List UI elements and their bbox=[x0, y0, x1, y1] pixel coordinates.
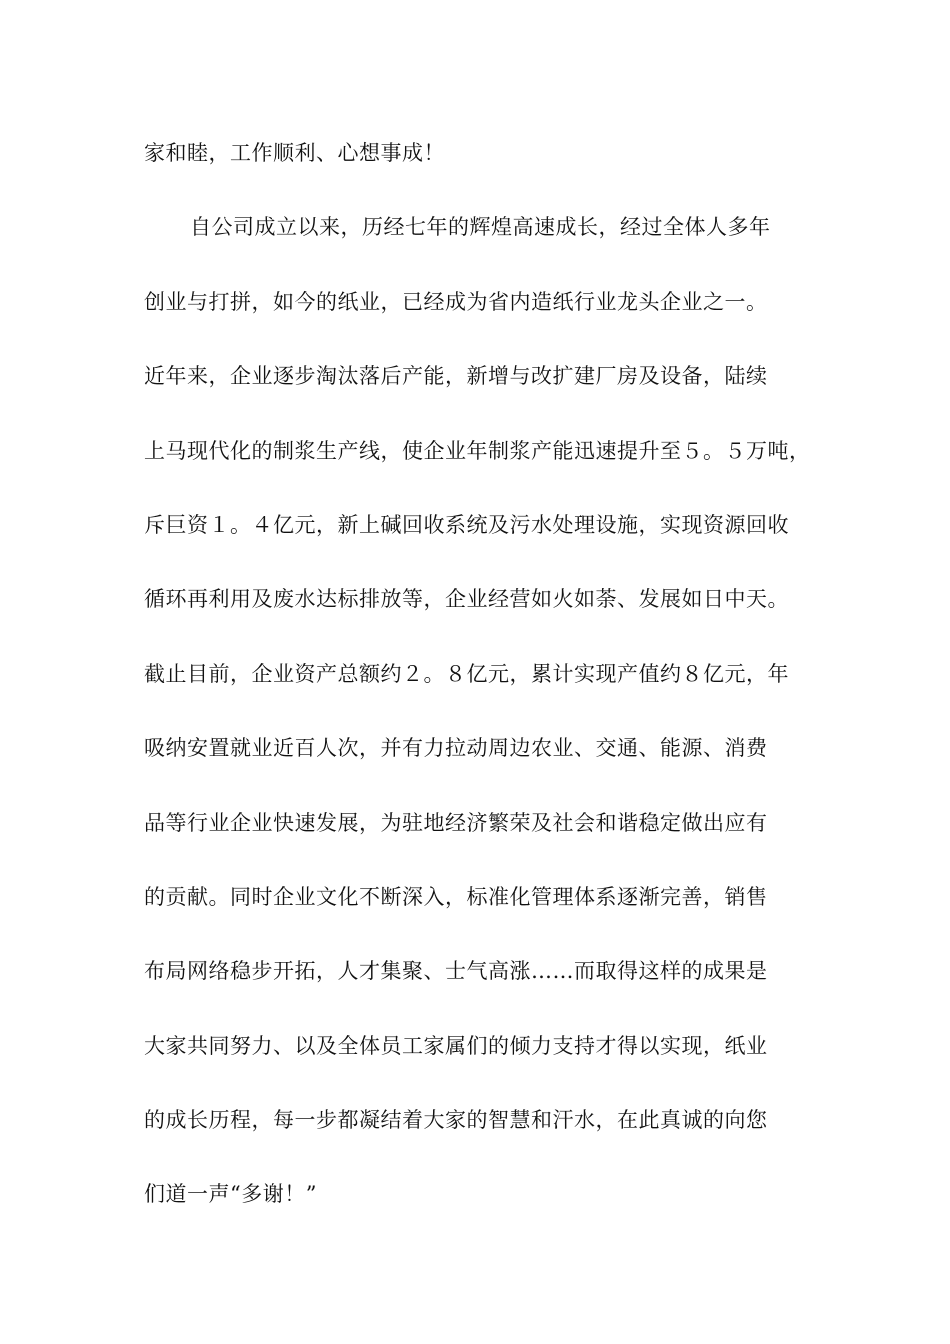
text-line: 布局网络稳步开拓，人才集聚、士气高涨……而取得这样的成果是 bbox=[144, 959, 768, 984]
text-line: 的贡献。同时企业文化不断深入，标准化管理体系逐渐完善，销售 bbox=[144, 884, 768, 909]
text-line: 吸纳安置就业近百人次，并有力拉动周边农业、交通、能源、消费 bbox=[144, 736, 768, 761]
text-line: 近年来，企业逐步淘汰落后产能，新增与改扩建厂房及设备，陆续 bbox=[144, 364, 768, 389]
text-line: 大家共同努力、以及全体员工家属们的倾力支持才得以实现，纸业 bbox=[144, 1033, 768, 1058]
text-line: 家和睦，工作顺利、心想事成！ bbox=[144, 141, 445, 165]
text-line: 截止目前，企业资产总额约２。８亿元，累计实现产值约８亿元，年 bbox=[144, 661, 789, 686]
text-line: 上马现代化的制浆生产线，使企业年制浆产能迅速提升至５。５万吨， bbox=[144, 438, 811, 463]
body-text bbox=[144, 133, 824, 1249]
text-line: 的成长历程，每一步都凝结着大家的智慧和汗水，在此真诚的向您 bbox=[144, 1108, 768, 1133]
paragraph-first-line: 自公司成立以来，历经七年的辉煌高速成长，经过全体人多年 bbox=[190, 215, 771, 240]
text-line: 们道一声“多谢！” bbox=[144, 1182, 317, 1207]
text-line: 斥巨资１。４亿元，新上碱回收系统及污水处理设施，实现资源回收 bbox=[144, 512, 789, 537]
text-line: 品等行业企业快速发展，为驻地经济繁荣及社会和谐稳定做出应有 bbox=[144, 810, 768, 835]
text-line: 循环再利用及废水达标排放等，企业经营如火如荼、发展如日中天。 bbox=[144, 587, 789, 612]
text-line: 创业与打拼，如今的纸业，已经成为省内造纸行业龙头企业之一。 bbox=[144, 289, 768, 314]
